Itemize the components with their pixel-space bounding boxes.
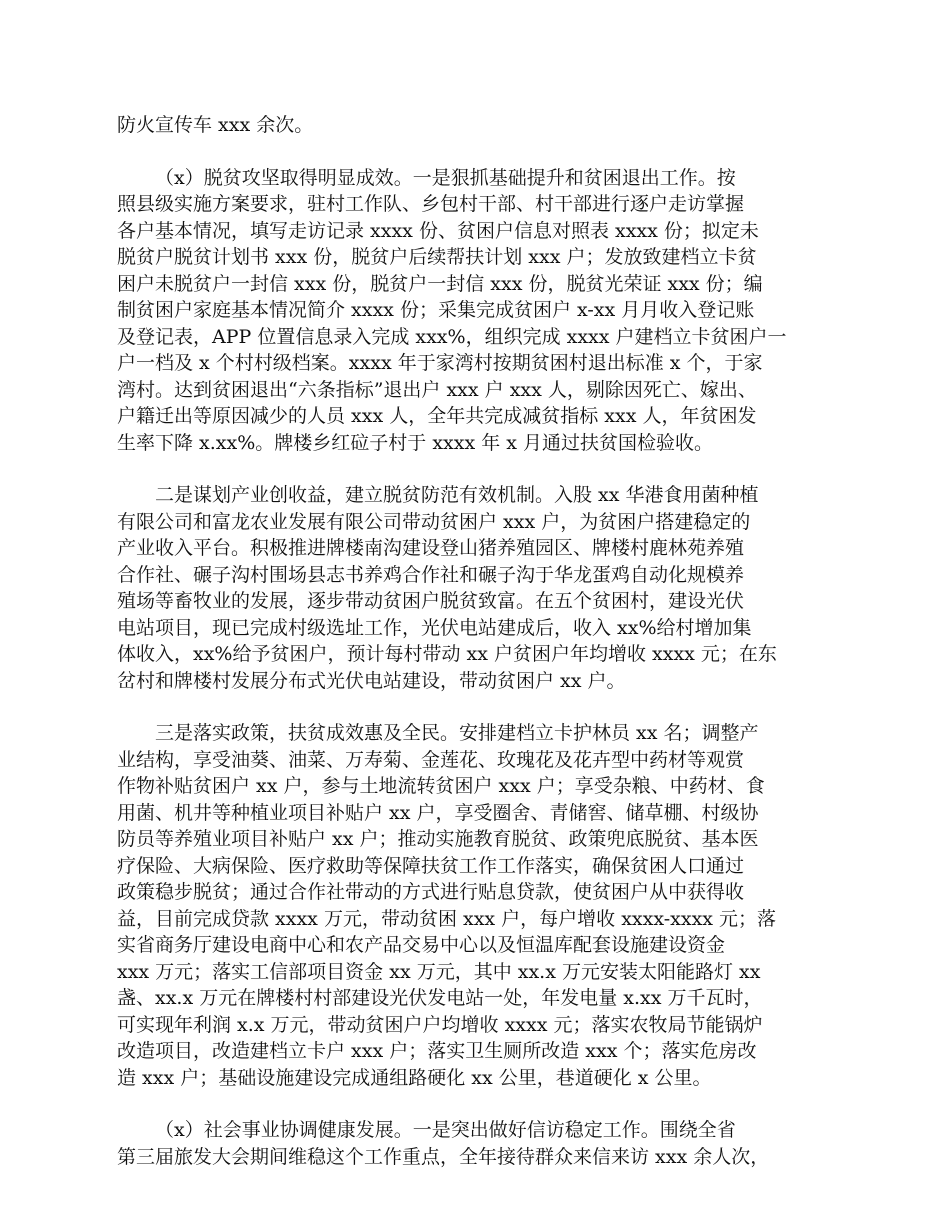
paragraph-industry-income: 二是谋划产业创收益，建立脱贫防范有效机制。入股 xx 华港食用菌种植 有限公司和富龙农业发展有限公司带动贫困户 xxx 户，为贫困户搭建稳定的 产业收入平台。积极推进牌楼南沟建设登山猪养殖园区、牌楼村鹿林苑养殖 合作社、碾子沟村围场县志书养鸡合作社和碾子沟于华龙蛋鸡自动化规模养 殖场等畜牧业的发展，逐步带动贫困户脱贫致富。在五个贫困村，建设光伏 电站项目，现已完成村级选址工作，光伏电站建成后，收入 xx%给村增加集 体收入，xx%给予贫困户，预计每村带动 xx 户贫困户年均增收 xxxx 元；在东 岔村和牌楼村发展分布式光伏电站建设，带动贫困户 xx 户。 — [117, 484, 777, 692]
document-body — [117, 112, 853, 1170]
paragraph-fire-truck: 防火宣传车 xxx 余次。 — [117, 114, 314, 136]
paragraph-poverty-alleviation: （x）脱贫攻坚取得明显成效。一是狠抓基础提升和贫困退出工作。按 照县级实施方案要求，驻村工作队、乡包村干部、村干部进行逐户走访掌握 各户基本情况，填写走访记录 xxxx 份、贫困户信息对照表 xxxx 份；拟定未 脱贫户脱贫计划书 xxx 份，脱贫户后续帮扶计划 xxx 户；发放致建档立卡贫 困户未脱贫户一封信 xxx 份，脱贫户一封信 xxx 份，脱贫光荣证 xxx 份；编 制贫困户家庭基本情况简介 xxxx 份；采集完成贫困户 x-xx 月月收入登记账 及登记表，APP 位置信息录入完成 xxx%，组织完成 xxxx 户建档立卡贫困户一 户一档及 x 个村村级档案。xxxx 年于家湾村按期贫困村退出标准 x 个，于家 湾村。达到贫困退出“六条指标”退出户 xxx 户 xxx 人，剔除因死亡、嫁出、 户籍迁出等原因减少的人员 xxx 人，全年共完成减贫指标 xxx 人，年贫困发 生率下降 x.xx%。牌楼乡红砬子村于 xxxx 年 x 月通过扶贫国检验收。 — [117, 166, 787, 454]
paragraph-policy-implementation: 三是落实政策，扶贫成效惠及全民。安排建档立卡护林员 xx 名；调整产 业结构，享受油葵、油菜、万寿菊、金莲花、玫瑰花及花卉型中药材等观赏 作物补贴贫困户 xx 户，参与土地流转贫困户 xxx 户；享受杂粮、中药材、食 用菌、机井等种植业项目补贴户 xx 户，享受圈舍、青储窖、储草棚、村级协 防员等养殖业项目补贴户 xx 户；推动实施教育脱贫、政策兜底脱贫、基本医 疗保险、大病保险、医疗救助等保障扶贫工作工作落实，确保贫困人口通过 政策稳步脱贫；通过合作社带动的方式进行贴息贷款，使贫困户从中获得收 益，目前完成贷款 xxxx 万元，带动贫困 xxx 户，每户增收 xxxx-xxxx 元；落 实省商务厅建设电商中心和农产品交易中心以及恒温库配套设施建设资金 xxx 万元；落实工信部项目资金 xx 万元，其中 xx.x 万元安装太阳能路灯 xx 盏、xx.x 万元在牌楼村村部建设光伏发电站一处，年发电量 x.xx 万千瓦时， 可实现年利润 x.x 万元，带动贫困户户均增收 xxxx 元；落实农牧局节能锅炉 改造项目，改造建档立卡户 xxx 户；落实卫生厕所改造 xxx 个；落实危房改 造 xxx 户；基础设施建设完成通组路硬化 xx 公里，巷道硬化 x 公里。 — [117, 722, 777, 1089]
paragraph-social-development: （x）社会事业协调健康发展。一是突出做好信访稳定工作。围绕全省 第三届旅发大会期间维稳这个工作重点，全年接待群众来信来访 xxx 余人次， — [117, 1119, 770, 1168]
